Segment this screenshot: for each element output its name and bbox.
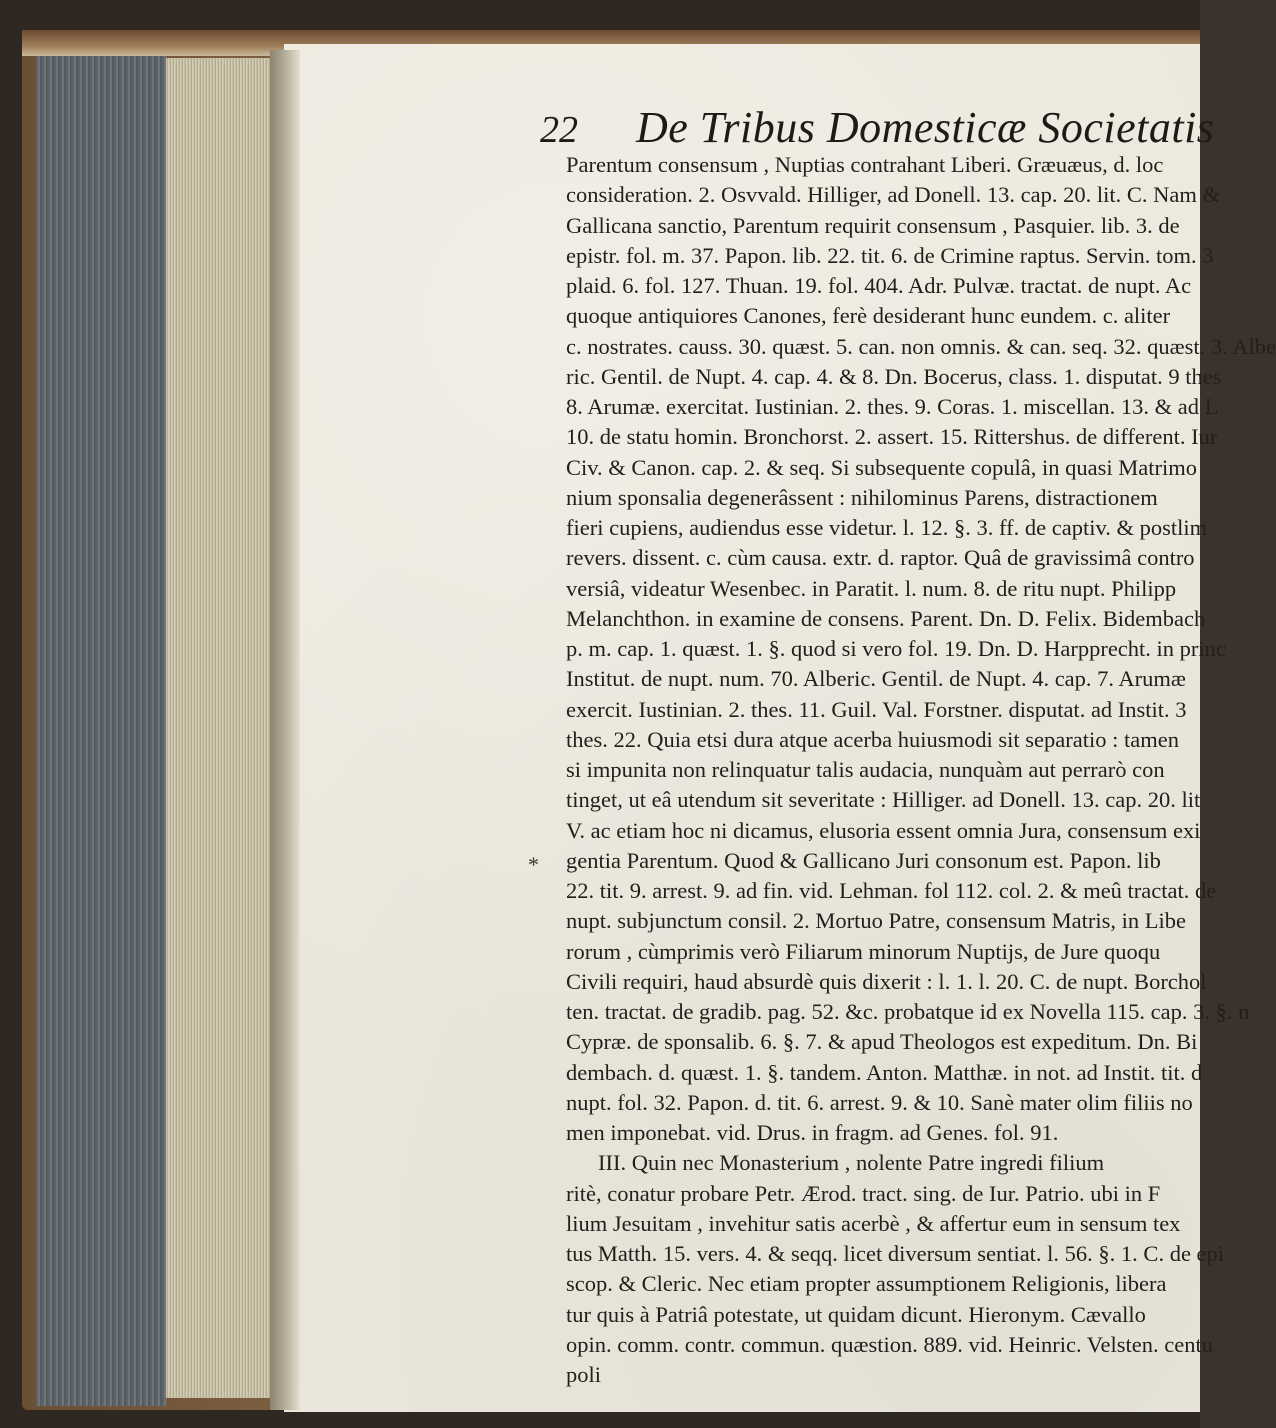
text-line: tus Matth. 15. vers. 4. & seqq. licet diversum sentiat. l. 56. §. 1. C. de epi (566, 1241, 1225, 1266)
text-line: III. Quin nec Monasterium , nolente Patre ingredi filium (598, 1150, 1105, 1176)
text-line: quoque antiquiores Canones, ferè desiderant hunc eundem. c. aliter (566, 303, 1171, 329)
text-line: Parentum consensum , Nuptias contrahant Liberi. Græuæus, d. loc (566, 152, 1164, 177)
text-line: versiâ, videatur Wesenbec. in Paratit. l. num. 8. de ritu nupt. Philipp (566, 575, 1177, 601)
text-line: Cypræ. de sponsalib. 6. §. 7. & apud Theologos est expeditum. Dn. Bi (566, 1029, 1198, 1055)
text-line: men imponebat. vid. Drus. in fragm. ad Genes. fol. 91. (566, 1120, 1059, 1145)
page-number: 22 (540, 109, 578, 151)
text-line: lium Jesuitam , invehitur satis acerbè , & affertur eum in sensum tex (566, 1210, 1181, 1236)
text-line: consideration. 2. Osvvald. Hilliger, ad Donell. 13. cap. 20. lit. C. Nam & (566, 182, 1220, 208)
text-line: nium sponsalia degenerâssent : nihilominus Parens, distractionem (566, 484, 1158, 510)
text-line: Civili requiri, haud absurdè quis dixerit : l. 1. l. 20. C. de nupt. Borchol (566, 968, 1207, 994)
text-line: nupt. subjunctum consil. 2. Mortuo Patre, consensum Matris, in Libe (566, 908, 1186, 934)
text-line: 22. tit. 9. arrest. 9. ad fin. vid. Lehman. fol 112. col. 2. & meû tractat. de (566, 878, 1217, 903)
text-line: plaid. 6. fol. 127. Thuan. 19. fol. 404. Adr. Pulvæ. tractat. de nupt. Ac (566, 273, 1192, 298)
text-line: si impunita non relinquatur talis audacia, nunquàm aut perrarò con (566, 757, 1165, 782)
text-line: rorum , cùmprimis verò Filiarum minorum Nuptijs, de Jure quoqu (566, 938, 1161, 964)
text-line: dembach. d. quæst. 1. §. tandem. Anton. Matthæ. in not. ad Instit. tit. d (566, 1059, 1203, 1085)
text-line: gentia Parentum. Quod & Gallicano Juri consonum est. Papon. lib (566, 847, 1161, 873)
page-edges-block (36, 56, 166, 1406)
text-line: ric. Gentil. de Nupt. 4. cap. 4. & 8. Dn. Bocerus, class. 1. disputat. 9 thes (566, 363, 1222, 389)
text-line: revers. dissent. c. cùm causa. extr. d. raptor. Quâ de gravissimâ contro (566, 545, 1195, 571)
text-line: 10. de statu homin. Bronchorst. 2. assert. 15. Rittershus. de different. Iur (566, 424, 1218, 450)
text-line: Gallicana sanctio, Parentum requirit consensum , Pasquier. lib. 3. de (566, 212, 1180, 238)
running-title: De Tribus Domesticæ Societatis (636, 103, 1215, 152)
text-line: Institut. de nupt. num. 70. Alberic. Gentil. de Nupt. 4. cap. 7. Arumæ (566, 666, 1186, 692)
text-line: scop. & Cleric. Nec etiam propter assumptionem Religionis, libera (566, 1271, 1167, 1297)
text-line: epistr. fol. m. 37. Papon. lib. 22. tit. 6. de Crimine raptus. Servin. tom. 3 (566, 242, 1214, 268)
text-line: ten. tractat. de gradib. pag. 52. &c. probatque id ex Novella 115. cap. 3. §. n (566, 999, 1250, 1024)
text-line: exercit. Iustinian. 2. thes. 11. Guil. Val. Forstner. disputat. ad Instit. 3 (566, 696, 1187, 722)
text-line: Civ. & Canon. cap. 2. & seq. Si subsequente copulâ, in quasi Matrimo (566, 454, 1197, 480)
text-line: tur quis à Patriâ potestate, ut quidam dicunt. Hieronym. Cævallo (566, 1301, 1146, 1327)
text-line: 8. Arumæ. exercitat. Iustinian. 2. thes. 9. Coras. 1. miscellan. 13. & ad L (566, 394, 1219, 419)
body-text (566, 150, 1276, 1400)
text-line: fieri cupiens, audiendus esse videtur. l. 12. §. 3. ff. de captiv. & postlim (566, 515, 1208, 540)
gutter-shadow (270, 50, 300, 1410)
text-line: ritè, conatur probare Petr. Ærod. tract. sing. de Iur. Patrio. ubi in F (566, 1180, 1161, 1206)
margin-asterisk: * (528, 852, 539, 877)
text-line: poli (566, 1362, 602, 1387)
text-line: Melanchthon. in examine de consens. Parent. Dn. D. Felix. Bidembach (566, 605, 1206, 631)
running-header (540, 102, 1214, 153)
text-line: c. nostrates. causs. 30. quæst. 5. can. non omnis. & can. seq. 32. quæst. 3. Albe (566, 333, 1276, 359)
text-line: opin. comm. contr. commun. quæstion. 889. vid. Heinric. Velsten. centu (566, 1331, 1214, 1357)
page-fore-edges (166, 58, 278, 1398)
text-line: nupt. fol. 32. Papon. d. tit. 6. arrest. 9. & 10. Sanè mater olim filiis no (566, 1089, 1193, 1115)
text-line: tinget, ut eâ utendum sit severitate : Hilliger. ad Donell. 13. cap. 20. lit (566, 787, 1201, 813)
text-line: V. ac etiam hoc ni dicamus, elusoria essent omnia Jura, consensum exi (566, 817, 1201, 843)
text-line: p. m. cap. 1. quæst. 1. §. quod si vero fol. 19. Dn. D. Harpprecht. in princ (566, 636, 1226, 661)
text-line: thes. 22. Quia etsi dura atque acerba huiusmodi sit separatio : tamen (566, 726, 1179, 752)
